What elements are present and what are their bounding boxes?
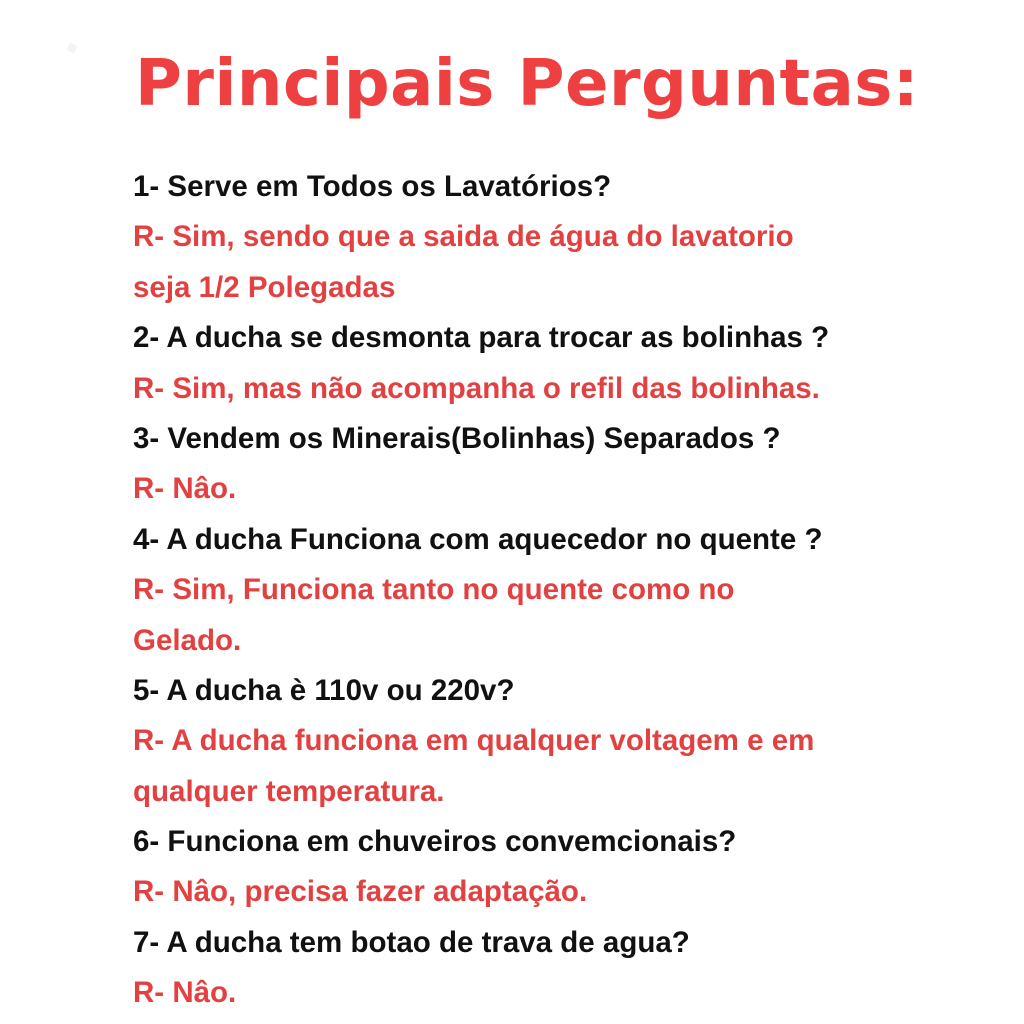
faq-list xyxy=(133,162,993,1019)
answer-6: R- Nâo, precisa fazer adaptação. xyxy=(133,875,588,909)
faq-item-4 xyxy=(133,515,993,666)
faq-item-6 xyxy=(133,817,993,918)
faq-item-3 xyxy=(133,414,993,515)
question-5: 5- A ducha è 110v ou 220v? xyxy=(133,673,515,707)
question-6: 6- Funciona em chuveiros convemcionais? xyxy=(133,825,737,859)
answer-4-line-1: R- Sim, Funciona tanto no quente como no xyxy=(133,573,735,607)
question-4: 4- A ducha Funciona com aquecedor no quente ? xyxy=(133,522,823,556)
question-1: 1- Serve em Todos os Lavatórios? xyxy=(133,170,612,203)
faq-item-1 xyxy=(133,162,993,313)
corner-artifact xyxy=(67,43,77,53)
faq-item-2 xyxy=(133,313,993,414)
answer-2: R- Sim, mas não acompanha o refil das bolinhas. xyxy=(133,371,820,405)
answer-3: R- Nâo. xyxy=(133,472,237,506)
answer-4-line-2: Gelado. xyxy=(133,623,242,657)
answer-5-line-1: R- A ducha funciona em qualquer voltagem e em xyxy=(133,724,815,758)
answer-5-line-2: qualquer temperatura. xyxy=(133,774,445,808)
answer-1-line-1: R- Sim, sendo que a saida de água do lavatorio xyxy=(133,220,794,254)
question-3: 3- Vendem os Minerais(Bolinhas) Separados ? xyxy=(133,421,781,455)
faq-item-5 xyxy=(133,666,993,817)
question-2: 2- A ducha se desmonta para trocar as bolinhas ? xyxy=(133,321,830,355)
answer-7: R- Nâo. xyxy=(133,976,237,1010)
answer-1-line-2: seja 1/2 Polegadas xyxy=(133,270,396,304)
question-7: 7- A ducha tem botao de trava de agua? xyxy=(133,925,690,959)
faq-item-7 xyxy=(133,918,993,1019)
page-title: Principais Perguntas: xyxy=(135,47,919,121)
